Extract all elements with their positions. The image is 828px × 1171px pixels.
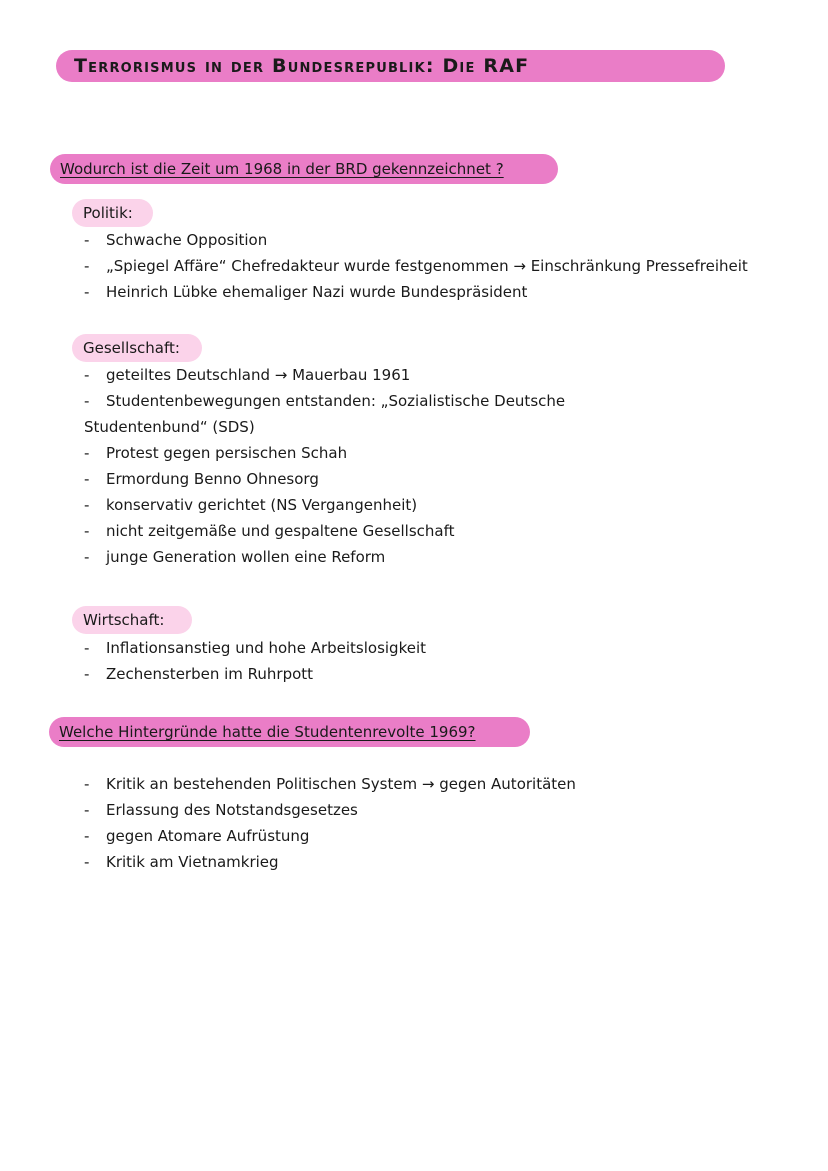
dash: - [84,775,90,793]
list-item-text: Ermordung Benno Ohnesorg [106,470,319,488]
list-item-text: Protest gegen persischen Schah [106,444,348,462]
dash: - [84,639,90,657]
list-item-text: „Spiegel Affäre“ Chefredakteur wurde festgenommen → Einschränkung Pressefreiheit [106,257,748,275]
list-item [84,362,565,388]
dash: - [84,522,90,540]
wirtschaft-heading: Wirtschaft: [72,606,192,634]
list-item [84,518,565,544]
dash: - [84,827,90,845]
list-item-text: junge Generation wollen eine Reform [106,548,386,566]
list-item-text: Kritik am Vietnamkrieg [106,853,279,871]
list-item-text: Zechensterben im Ruhrpott [106,665,314,683]
dash: - [84,548,90,566]
list-item [84,823,576,849]
list-item [84,227,748,253]
list-item-text: Kritik an bestehenden Politischen System → gegen Autoritäten [106,775,576,793]
dash: - [84,392,90,410]
page-title: Terrorismus in der Bundesrepublik: Die RAF [56,50,725,82]
dash: - [84,444,90,462]
dash: - [84,496,90,514]
gesellschaft-heading: Gesellschaft: [72,334,202,362]
dash: - [84,470,90,488]
list-item [84,466,565,492]
list-item [84,279,748,305]
question-2-heading: Welche Hintergründe hatte die Studentenrevolte 1969? [49,717,530,747]
dash: - [84,257,90,275]
list-item-text: Schwache Opposition [106,231,268,249]
dash: - [84,283,90,301]
list-item-text: nicht zeitgemäße und gespaltene Gesellschaft [106,522,455,540]
list-item-text: Inflationsanstieg und hohe Arbeitslosigkeit [106,639,427,657]
list-item [84,797,576,823]
politik-list [84,227,748,305]
politik-heading: Politik: [72,199,153,227]
list-item-text: konservativ gerichtet (NS Vergangenheit) [106,496,418,514]
question-1-heading: Wodurch ist die Zeit um 1968 in der BRD gekennzeichnet ? [50,154,558,184]
list-item [84,253,748,279]
list-item-text: Studentenbewegungen entstanden: „Sozialistische Deutsche [106,392,566,410]
list-item [84,440,565,466]
list-item-text: Studentenbund“ (SDS) [84,418,255,436]
list-item [84,771,576,797]
dash: - [84,366,90,384]
list-item-text: gegen Atomare Aufrüstung [106,827,310,845]
dash: - [84,853,90,871]
dash: - [84,665,90,683]
dash: - [84,231,90,249]
list-item [84,635,426,661]
wirtschaft-list [84,635,426,687]
list-item-continuation [84,414,565,440]
list-item [84,388,565,414]
list-item [84,661,426,687]
list-item-text: Heinrich Lübke ehemaliger Nazi wurde Bundespräsident [106,283,528,301]
list-item-text: geteiltes Deutschland → Mauerbau 1961 [106,366,411,384]
hintergruende-list [84,771,576,875]
list-item [84,544,565,570]
list-item-text: Erlassung des Notstandsgesetzes [106,801,358,819]
list-item [84,492,565,518]
gesellschaft-list [84,362,565,570]
list-item [84,849,576,875]
dash: - [84,801,90,819]
